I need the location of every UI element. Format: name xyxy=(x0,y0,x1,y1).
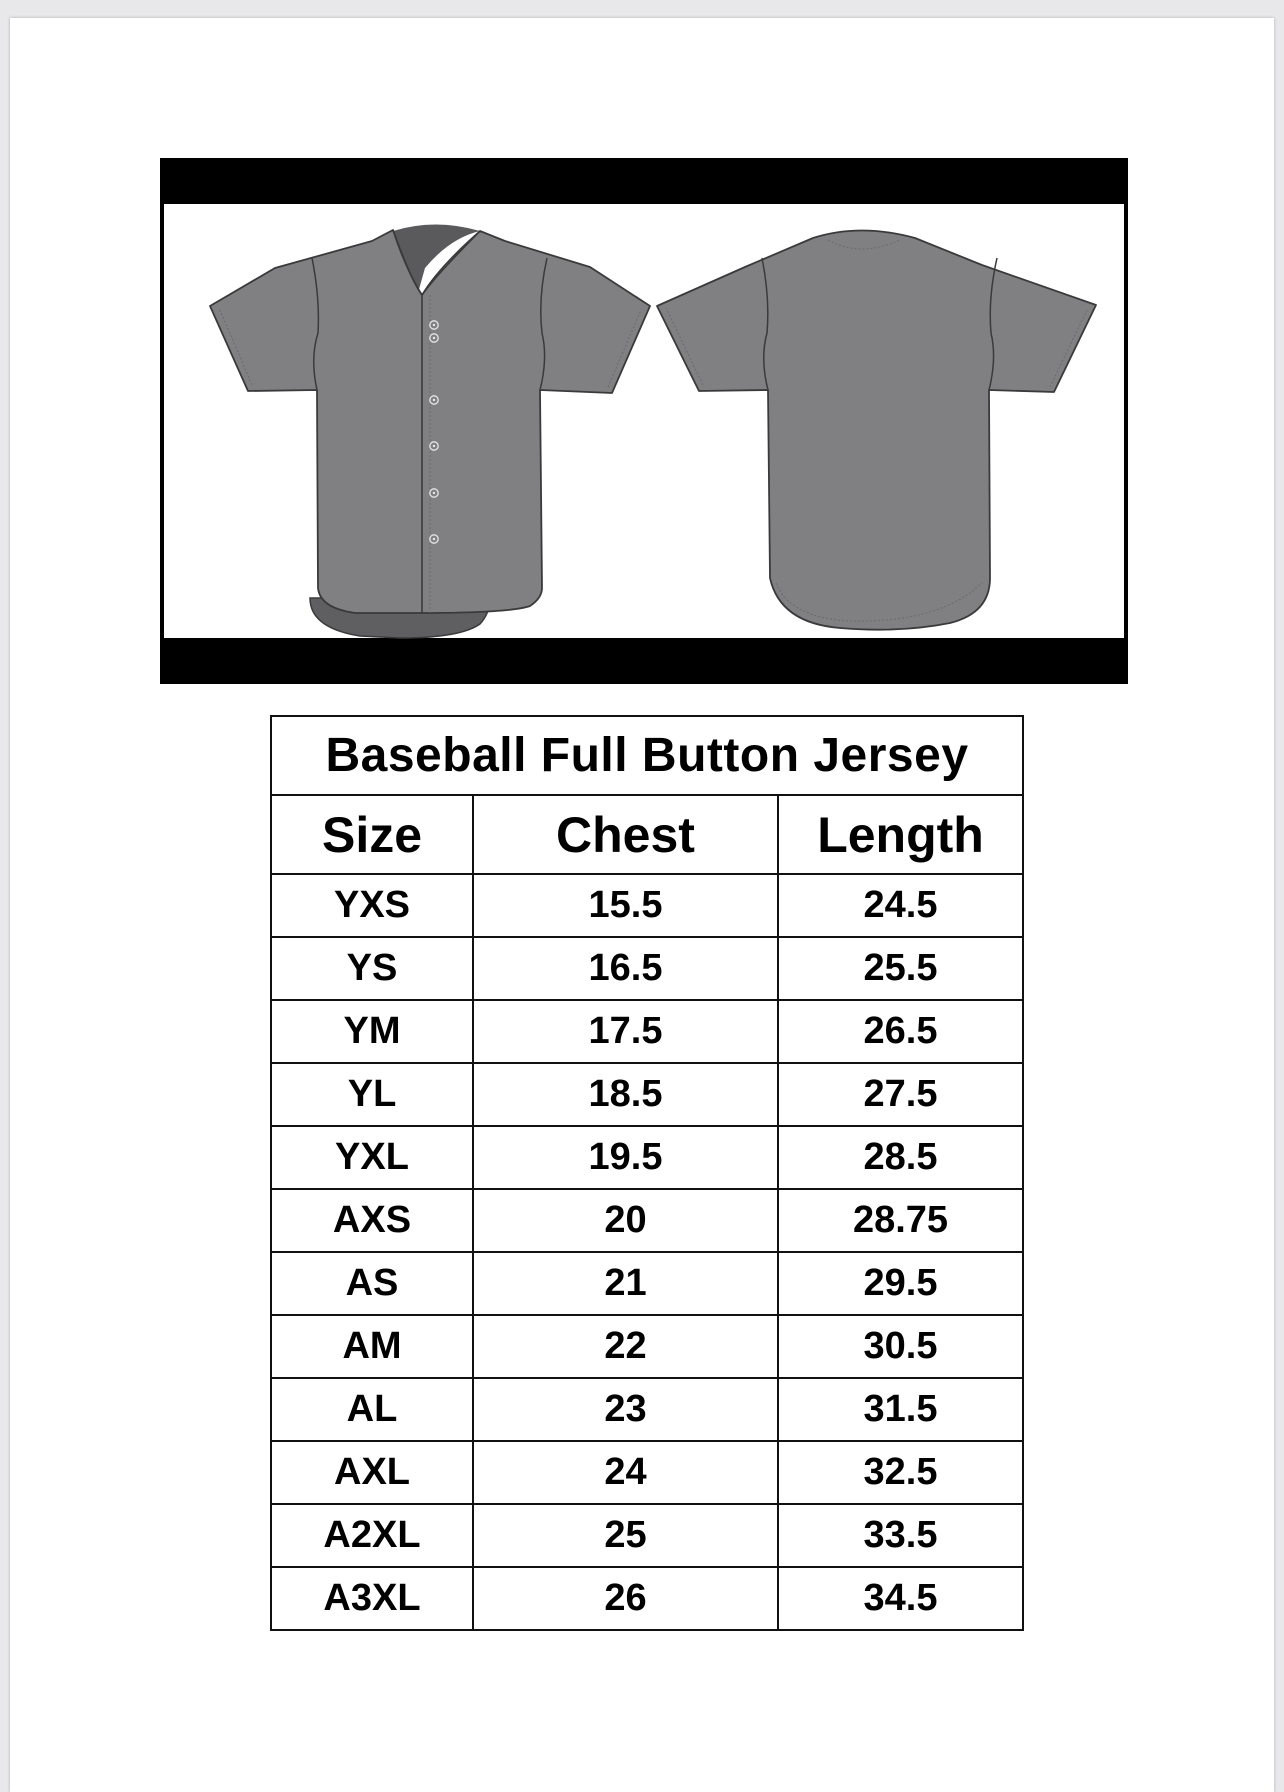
table-row xyxy=(271,1063,1023,1126)
length-cell: 32.5 xyxy=(778,1441,1023,1504)
column-header-chest: Chest xyxy=(473,795,778,874)
table-title: Baseball Full Button Jersey xyxy=(271,716,1023,795)
size-cell: AL xyxy=(271,1378,473,1441)
table-row xyxy=(271,1315,1023,1378)
size-cell: YL xyxy=(271,1063,473,1126)
chest-cell: 20 xyxy=(473,1189,778,1252)
frame-left-border xyxy=(160,204,164,638)
chest-cell: 19.5 xyxy=(473,1126,778,1189)
frame-right-border xyxy=(1124,204,1128,638)
chest-cell: 17.5 xyxy=(473,1000,778,1063)
chest-cell: 23 xyxy=(473,1378,778,1441)
jersey-illustration-panel xyxy=(160,158,1128,684)
size-cell: A3XL xyxy=(271,1567,473,1630)
size-cell: AS xyxy=(271,1252,473,1315)
chest-cell: 18.5 xyxy=(473,1063,778,1126)
size-cell: YS xyxy=(271,937,473,1000)
length-cell: 29.5 xyxy=(778,1252,1023,1315)
chest-cell: 26 xyxy=(473,1567,778,1630)
length-cell: 30.5 xyxy=(778,1315,1023,1378)
size-cell: AM xyxy=(271,1315,473,1378)
length-cell: 26.5 xyxy=(778,1000,1023,1063)
table-row xyxy=(271,1126,1023,1189)
chest-cell: 24 xyxy=(473,1441,778,1504)
frame-top-bar xyxy=(160,158,1128,204)
column-header-length: Length xyxy=(778,795,1023,874)
table-row xyxy=(271,1252,1023,1315)
document-page xyxy=(10,18,1274,1792)
column-header-size: Size xyxy=(271,795,473,874)
length-cell: 27.5 xyxy=(778,1063,1023,1126)
chest-cell: 15.5 xyxy=(473,874,778,937)
length-cell: 33.5 xyxy=(778,1504,1023,1567)
size-cell: YXS xyxy=(271,874,473,937)
table-row xyxy=(271,1378,1023,1441)
length-cell: 31.5 xyxy=(778,1378,1023,1441)
length-cell: 28.75 xyxy=(778,1189,1023,1252)
table-row xyxy=(271,937,1023,1000)
length-cell: 28.5 xyxy=(778,1126,1023,1189)
chest-cell: 25 xyxy=(473,1504,778,1567)
size-cell: AXS xyxy=(271,1189,473,1252)
table-header-row xyxy=(271,795,1023,874)
size-cell: AXL xyxy=(271,1441,473,1504)
table-row xyxy=(271,1441,1023,1504)
length-cell: 25.5 xyxy=(778,937,1023,1000)
size-cell: A2XL xyxy=(271,1504,473,1567)
table-row xyxy=(271,1567,1023,1630)
length-cell: 34.5 xyxy=(778,1567,1023,1630)
table-row xyxy=(271,1000,1023,1063)
table-title-row xyxy=(271,716,1023,795)
size-table-body xyxy=(271,874,1023,1630)
jersey-back-icon xyxy=(657,231,1096,630)
chest-cell: 21 xyxy=(473,1252,778,1315)
frame-bottom-bar xyxy=(160,638,1128,684)
length-cell: 24.5 xyxy=(778,874,1023,937)
size-cell: YM xyxy=(271,1000,473,1063)
jersey-front-icon xyxy=(210,225,650,639)
table-row xyxy=(271,1189,1023,1252)
chest-cell: 16.5 xyxy=(473,937,778,1000)
size-cell: YXL xyxy=(271,1126,473,1189)
table-row xyxy=(271,874,1023,937)
size-chart-table xyxy=(270,715,1024,1631)
chest-cell: 22 xyxy=(473,1315,778,1378)
table-row xyxy=(271,1504,1023,1567)
